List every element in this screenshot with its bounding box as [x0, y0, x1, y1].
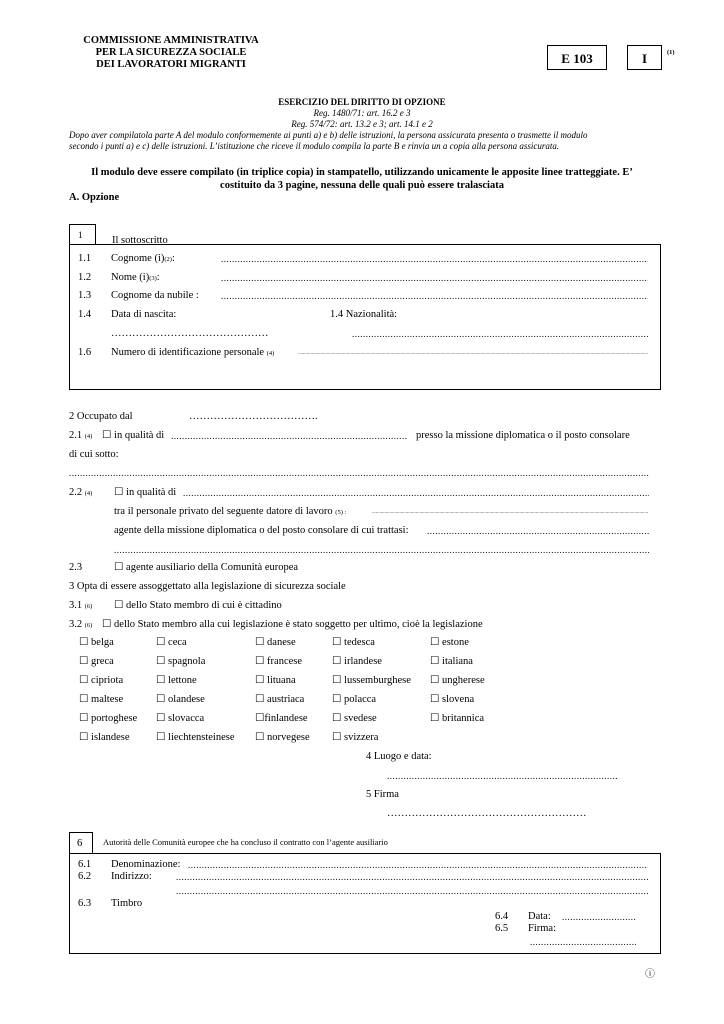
surname-label: Cognome (i)(2): [111, 253, 175, 264]
leg-italiana[interactable]: ☐ italiana [430, 656, 473, 667]
leg-slovacca[interactable]: ☐ slovacca [156, 713, 205, 724]
leg-greca[interactable]: ☐ greca [79, 656, 114, 667]
s21-extra-field[interactable] [69, 468, 649, 478]
address-field-2[interactable] [176, 886, 648, 896]
birth-date-label: Data di nascita: [111, 309, 177, 320]
address-field[interactable] [176, 872, 648, 882]
f12-num: 1.2 [78, 272, 92, 283]
leg-ungherese[interactable]: ☐ ungherese [430, 675, 485, 686]
section-a-heading: A. Opzione [69, 192, 120, 203]
s22-field[interactable] [183, 488, 649, 498]
form-code: E 103 [561, 51, 593, 66]
leg-austriaca[interactable]: ☐ austriaca [255, 694, 305, 705]
s21-sub-label: di cui sotto: [69, 449, 119, 460]
leg-norvegese[interactable]: ☐ norvegese [255, 732, 310, 743]
id-number-field[interactable] [298, 351, 648, 357]
s22-checkbox-label[interactable]: ☐ in qualità di [114, 487, 177, 498]
f61-num: 6.1 [78, 859, 92, 870]
signature-field[interactable]: ………………………………………………… [387, 808, 587, 819]
s22-private-label: tra il personale privato del seguente datore di lavoro (5) : [114, 506, 347, 517]
f16-num: 1.6 [78, 347, 92, 358]
s6-signature-field[interactable] [530, 937, 636, 947]
birth-date-field[interactable]: ……………………………………… [111, 328, 269, 339]
leg-spagnola[interactable]: ☐ spagnola [156, 656, 206, 667]
section6-title: Autorità delle Comunità europee che ha concluso il contratto con l’agente ausiliario [103, 837, 388, 847]
lang-code: I [641, 51, 648, 66]
f62-num: 6.2 [78, 871, 92, 882]
leg-estone[interactable]: ☐ estone [430, 637, 469, 648]
s23-checkbox-label[interactable]: ☐ agente ausiliario della Comunità europea [114, 562, 299, 573]
f63-num: 6.3 [78, 898, 92, 909]
box-1-tab [69, 224, 96, 245]
leg-svedese[interactable]: ☐ svedese [332, 713, 377, 724]
nationality-field[interactable] [352, 329, 648, 339]
box-1-number: 1 [78, 230, 83, 240]
undersigned-label: Il sottoscritto [112, 235, 168, 246]
leg-portoghese[interactable]: ☐ portoghese [79, 713, 138, 724]
s6-date-label: Data: [528, 911, 551, 922]
leg-cipriota[interactable]: ☐ cipriota [79, 675, 124, 686]
place-date-label: 4 Luogo e data: [366, 751, 432, 762]
leg-tedesca[interactable]: ☐ tedesca [332, 637, 375, 648]
denomination-field[interactable] [188, 860, 648, 870]
lang-code-box [627, 45, 662, 70]
f65-num: 6.5 [495, 923, 509, 934]
box-6-tab [69, 832, 93, 854]
s22-agent-field[interactable] [427, 526, 649, 536]
s6-signature-label: Firma: [528, 923, 556, 934]
leg-finlandese[interactable]: ☐finlandese [255, 713, 308, 724]
intro-line-1: Dopo aver compilatola parte A del modulo conformemente ai punti a) e b) delle istruzioni, la persona assicurata presenta o trasmette il modulo [69, 130, 588, 140]
s32-num: 3.2 (6) [69, 619, 93, 630]
leg-lituana[interactable]: ☐ lituana [255, 675, 296, 686]
leg-britannica[interactable]: ☐ britannica [430, 713, 485, 724]
info-icon: ⓘ [645, 969, 655, 980]
regulation-1: Reg. 1480/71: art. 16.2 e 3 [313, 108, 411, 118]
s6-date-field[interactable] [562, 912, 636, 922]
f64-num: 6.4 [495, 911, 509, 922]
name-label: Nome (i)(3): [111, 272, 160, 283]
intro-line-2: secondo i punti a) e c) delle istruzioni. L’istituzione che riceve il modulo compila la parte B e rinvia un a copia alla persona assicurata. [69, 141, 560, 151]
s22-num: 2.2 (4) [69, 487, 93, 498]
leg-belga[interactable]: ☐ belga [79, 637, 114, 648]
stamp-label: Timbro [111, 898, 143, 909]
denomination-label: Denominazione: [111, 859, 181, 870]
leg-slovena[interactable]: ☐ slovena [430, 694, 475, 705]
org-line-1: COMMISSIONE AMMINISTRATIVA [83, 35, 259, 46]
leg-francese[interactable]: ☐ francese [255, 656, 303, 667]
s31-checkbox-label[interactable]: ☐ dello Stato membro di cui è cittadino [114, 600, 282, 611]
org-line-3: DEI LAVORATORI MIGRANTI [96, 59, 246, 70]
f13-num: 1.3 [78, 290, 92, 301]
leg-lettone[interactable]: ☐ lettone [156, 675, 197, 686]
regulation-2: Reg. 574/72: art. 13.2 e 3; art. 14.1 e 2 [291, 119, 433, 129]
id-number-label: Numero di identificazione personale (4) [111, 347, 275, 358]
leg-lussemburghese[interactable]: ☐ lussemburghese [332, 675, 411, 686]
f11-num: 1.1 [78, 253, 92, 264]
notice-line-2: costituito da 3 pagine, nessuna delle quali può essere tralasciata [220, 180, 504, 191]
leg-islandese[interactable]: ☐ islandese [79, 732, 130, 743]
leg-polacca[interactable]: ☐ polacca [332, 694, 377, 705]
s32-checkbox-label[interactable]: ☐ dello Stato membro alla cui legislazione è stato soggetto per ultimo, cioè la legislazione [102, 619, 483, 630]
leg-olandese[interactable]: ☐ olandese [156, 694, 205, 705]
leg-liechtensteinese[interactable]: ☐ liechtensteinese [156, 732, 235, 743]
occupied-field[interactable]: ………………………………. [189, 411, 318, 422]
s31-num: 3.1 (6) [69, 600, 93, 611]
signature-label: 5 Firma [366, 789, 399, 800]
leg-maltese[interactable]: ☐ maltese [79, 694, 124, 705]
s21-num: 2.1 (4) [69, 430, 93, 441]
leg-irlandese[interactable]: ☐ irlandese [332, 656, 382, 667]
nationality-label: 1.4 Nazionalità: [330, 309, 398, 320]
surname-field[interactable] [221, 254, 648, 264]
form-code-box [547, 45, 607, 70]
occupied-label: 2 Occupato dal [69, 411, 133, 422]
leg-danese[interactable]: ☐ danese [255, 637, 296, 648]
header-note-ref: (1) [667, 49, 675, 56]
name-field[interactable] [221, 273, 648, 283]
s23-num: 2.3 [69, 562, 83, 573]
place-date-field[interactable] [387, 771, 617, 781]
org-line-2: PER LA SICUREZZA SOCIALE [95, 47, 247, 58]
leg-ceca[interactable]: ☐ ceca [156, 637, 187, 648]
s22-extra-field[interactable] [114, 545, 649, 555]
notice-line-1: Il modulo deve essere compilato (in triplice copia) in stampatello, utilizzando unicamente le apposite linee tratteggiate. E’ [91, 167, 633, 178]
maiden-name-label: Cognome da nubile : [111, 290, 199, 301]
s21-checkbox-label[interactable]: ☐ in qualità di [102, 430, 165, 441]
s22-agent-label: agente della missione diplomatica o del posto consolare di cui trattasi: [114, 525, 409, 536]
f14-num: 1.4 [78, 309, 92, 320]
box-6-number: 6 [77, 838, 83, 849]
s22-private-field[interactable] [372, 510, 648, 516]
s21-right-label: presso la missione diplomatica o il posto consolare [416, 430, 630, 441]
leg-svizzera[interactable]: ☐ svizzera [332, 732, 379, 743]
address-label: Indirizzo: [111, 871, 152, 882]
maiden-name-field[interactable] [221, 291, 648, 301]
form-title: ESERCIZIO DEL DIRITTO DI OPZIONE [278, 97, 446, 107]
s21-field[interactable] [171, 431, 408, 441]
section3-heading: 3 Opta di essere assoggettato alla legislazione di sicurezza sociale [69, 581, 346, 592]
